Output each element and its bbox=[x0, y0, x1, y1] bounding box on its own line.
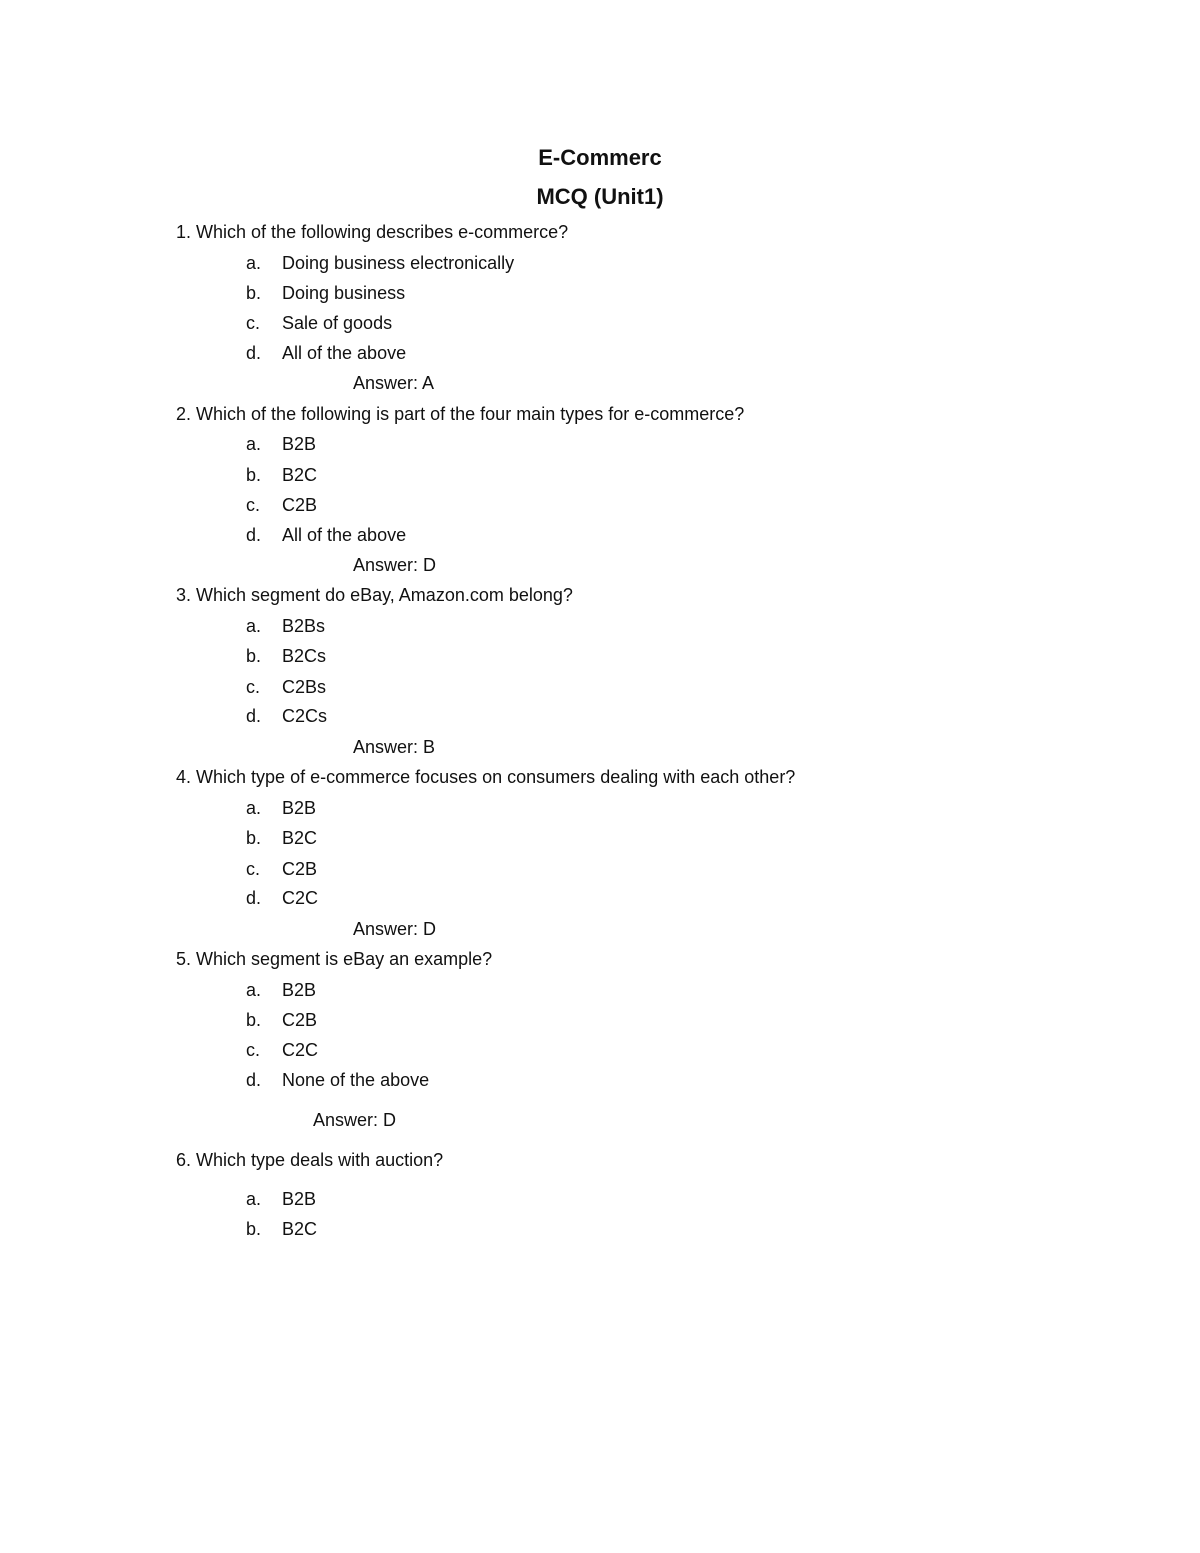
option-text: C2B bbox=[282, 1010, 318, 1030]
option-letter: a. bbox=[246, 1189, 262, 1209]
option-letter: c. bbox=[246, 495, 261, 515]
option-letter: c. bbox=[246, 1040, 261, 1060]
option-letter: d. bbox=[246, 1070, 262, 1090]
option-text: B2B bbox=[282, 434, 317, 454]
question-number: 2. bbox=[176, 404, 192, 424]
option-text: All of the above bbox=[282, 525, 407, 545]
option-letter: a. bbox=[246, 434, 262, 454]
option-letter: c. bbox=[246, 859, 261, 879]
question-text: Which of the following is part of the four main types for e-commerce? bbox=[196, 404, 745, 424]
answer-line: Answer: D bbox=[353, 919, 437, 939]
option-text: C2C bbox=[282, 888, 319, 908]
option-text: Sale of goods bbox=[282, 313, 393, 333]
option-text: B2B bbox=[282, 980, 317, 1000]
option-text: B2Cs bbox=[282, 646, 327, 666]
answer-line: Answer: A bbox=[353, 373, 435, 393]
option-letter: b. bbox=[246, 646, 262, 666]
option-text: B2Bs bbox=[282, 616, 326, 636]
option-letter: a. bbox=[246, 798, 262, 818]
option-text: C2B bbox=[282, 495, 318, 515]
option-text: C2C bbox=[282, 1040, 319, 1060]
question-text: Which segment is eBay an example? bbox=[196, 949, 493, 969]
question-1-stem bbox=[176, 221, 568, 243]
option-letter: b. bbox=[246, 465, 262, 485]
question-text: Which type deals with auction? bbox=[196, 1150, 444, 1170]
question-3-stem bbox=[176, 584, 573, 606]
option-letter: a. bbox=[246, 980, 262, 1000]
question-6-stem bbox=[176, 1149, 443, 1171]
option-text: C2B bbox=[282, 859, 318, 879]
option-text: B2C bbox=[282, 1219, 318, 1239]
option-text: All of the above bbox=[282, 343, 407, 363]
question-number: 3. bbox=[176, 585, 192, 605]
question-number: 1. bbox=[176, 222, 192, 242]
option-letter: d. bbox=[246, 343, 262, 363]
document-subtitle: MCQ (Unit1) bbox=[536, 184, 664, 209]
option-letter: b. bbox=[246, 283, 262, 303]
option-letter: d. bbox=[246, 525, 262, 545]
option-letter: b. bbox=[246, 1010, 262, 1030]
answer-line: Answer: D bbox=[313, 1110, 397, 1130]
option-letter: a. bbox=[246, 253, 262, 273]
option-letter: c. bbox=[246, 677, 261, 697]
answer-line: Answer: B bbox=[353, 737, 436, 757]
option-text: C2Bs bbox=[282, 677, 327, 697]
question-number: 4. bbox=[176, 767, 192, 787]
question-2-stem bbox=[176, 403, 744, 425]
option-text: Doing business bbox=[282, 283, 406, 303]
option-text: None of the above bbox=[282, 1070, 430, 1090]
option-letter: d. bbox=[246, 888, 262, 908]
option-letter: d. bbox=[246, 706, 262, 726]
option-letter: b. bbox=[246, 1219, 262, 1239]
option-text: Doing business electronically bbox=[282, 253, 515, 273]
option-text: C2Cs bbox=[282, 706, 328, 726]
question-number: 5. bbox=[176, 949, 192, 969]
option-text: B2C bbox=[282, 828, 318, 848]
question-text: Which of the following describes e-commerce? bbox=[196, 222, 569, 242]
option-text: B2B bbox=[282, 1189, 317, 1209]
question-text: Which type of e-commerce focuses on consumers dealing with each other? bbox=[196, 767, 796, 787]
answer-line: Answer: D bbox=[353, 555, 437, 575]
option-letter: c. bbox=[246, 313, 261, 333]
option-text: B2C bbox=[282, 465, 318, 485]
option-text: B2B bbox=[282, 798, 317, 818]
question-text: Which segment do eBay, Amazon.com belong? bbox=[196, 585, 573, 605]
question-number: 6. bbox=[176, 1150, 192, 1170]
question-4-stem bbox=[176, 766, 795, 788]
option-letter: a. bbox=[246, 616, 262, 636]
document-title: E-Commerc bbox=[538, 145, 662, 170]
question-5-stem bbox=[176, 948, 492, 970]
option-letter: b. bbox=[246, 828, 262, 848]
